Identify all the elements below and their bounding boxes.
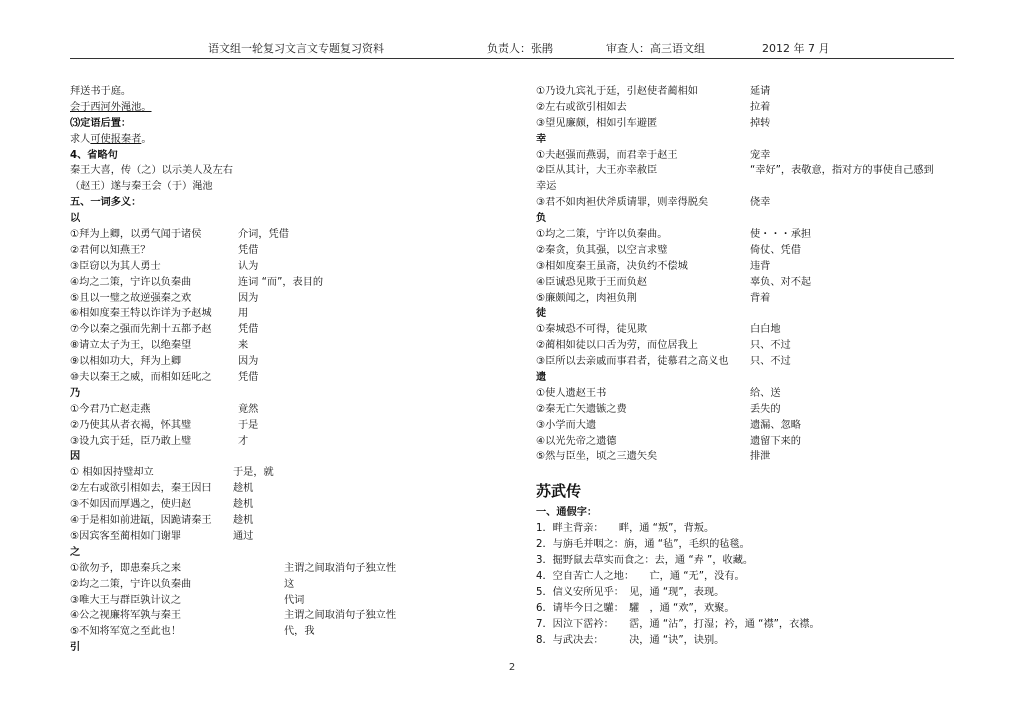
word-usage-row [70, 418, 490, 434]
usage-example: ⑤不知将军宽之至此也！ [70, 626, 182, 638]
word-usage-list [536, 386, 956, 465]
text-line: 幸运 [536, 181, 557, 193]
word-usage-row [70, 434, 490, 450]
usage-meaning: 遗留下来的 [750, 435, 801, 447]
word-usage-row [536, 291, 956, 307]
word-usage-row [536, 275, 956, 291]
word-usage-row [536, 434, 956, 450]
usage-example: ①秦城恐不可得，徒见欺 [536, 324, 648, 336]
word-usage-row [536, 259, 956, 275]
usage-meaning: 介词，凭借 [238, 229, 289, 241]
usage-meaning: 这 [284, 578, 295, 590]
usage-example: ③臣所以去亲戚而事君者，徒慕君之高义也 [536, 356, 729, 368]
usage-meaning: 丢失的 [750, 403, 781, 415]
word-usage-row [70, 402, 490, 418]
usage-meaning: 代词 [284, 594, 305, 606]
section-title: 苏武传 [536, 482, 582, 501]
tongjia-item: 6．请毕今日之驩： 驩 ，通 “欢”，欢聚。 [536, 602, 735, 614]
usage-meaning: 使・・・承担 [750, 229, 812, 241]
word-usage-row [536, 243, 956, 259]
header-reviewer: 审查人：高三语文组 [606, 42, 705, 55]
text-line: （赵王）遂与秦王会（于）渑池 [70, 181, 213, 193]
usage-example: ⑤且以一璧之故逆强秦之欢 [70, 292, 192, 304]
usage-meaning: 因为 [238, 356, 259, 368]
usage-meaning: 用 [238, 308, 249, 320]
usage-meaning: 因为 [238, 292, 259, 304]
usage-example: ①今君乃亡赵走燕 [70, 403, 151, 415]
usage-example: ④以光先帝之遗德 [536, 435, 617, 447]
usage-meaning: 凭借 [238, 372, 259, 384]
usage-meaning: 背着 [750, 292, 771, 304]
usage-example: ②左右或欲引相如去，秦王因曰 [70, 483, 212, 495]
usage-meaning: 竟然 [238, 403, 259, 415]
usage-example: ①乃设九宾礼于廷，引赵使者蔺相如 [536, 86, 698, 97]
usage-example: ③臣窃以为其人勇士 [70, 260, 161, 272]
word-usage-row [70, 322, 490, 338]
word-usage-row [536, 418, 956, 434]
text-line: 拜送书于庭。 [70, 86, 132, 97]
word-usage-row [536, 100, 956, 116]
usage-example: ③相如度秦王虽斋，决负约不偿城 [536, 260, 688, 272]
usage-example: ②均之二策，宁许以负秦曲 [70, 578, 192, 590]
usage-meaning: 通过 [233, 530, 254, 542]
text-line: 会于西河外渑池。 [70, 101, 152, 113]
usage-example: ②蔺相如徒以口舌为劳，而位居我上 [536, 340, 698, 352]
usage-example: ⑨以相如功大，拜为上卿 [70, 356, 182, 368]
header-title: 语文组一轮复习文言文专题复习资料 [208, 42, 384, 55]
usage-example: ②秦贪，负其强，以空言求璧 [536, 244, 668, 256]
usage-example: ⑩夫以秦王之威，而相如廷叱之 [70, 372, 212, 384]
word-usage-row [536, 148, 956, 164]
word-usage-row [70, 259, 490, 275]
word-usage-row [70, 306, 490, 322]
tongjia-item: 8．与武决去： 决，通 “诀”，诀别。 [536, 634, 725, 646]
word-usage-row [70, 529, 490, 545]
word-usage-row [536, 163, 956, 179]
word-usage-row [70, 577, 490, 593]
word-heading: 遗 [536, 372, 547, 384]
word-usage-row [70, 497, 490, 513]
word-usage-row [536, 116, 956, 132]
usage-example: ④臣诚恐见欺于王而负赵 [536, 276, 648, 288]
word-usage-row [70, 561, 490, 577]
usage-meaning: 趁机 [233, 515, 254, 527]
usage-meaning: 认为 [238, 260, 259, 272]
usage-example: ①均之二策，宁许以负秦曲。 [536, 229, 668, 241]
section-heading: 一、通假字： [536, 507, 598, 519]
word-usage-row [70, 338, 490, 354]
word-usage-list [70, 465, 490, 544]
word-usage-row [536, 84, 956, 100]
word-usage-row [536, 402, 956, 418]
tongjia-item: 1．畔主背亲： 畔，通 “叛”，背叛。 [536, 523, 715, 535]
usage-example: ①拜为上卿，以勇气闻于诸侯 [70, 229, 202, 241]
usage-meaning: “幸好”，表敬意，指对方的事使自己感到 [750, 165, 934, 177]
usage-meaning: 只、不过 [750, 340, 791, 352]
left-column [70, 84, 490, 656]
word-usage-list [536, 148, 956, 180]
usage-example: ⑦今以秦之强而先割十五都予赵 [70, 324, 212, 336]
word-heading: 之 [70, 546, 81, 558]
word-usage-list [70, 402, 490, 450]
tongjia-item: 7．因泣下霑衿： 霑，通 “沾”，打湿；衿，通 “襟”，衣襟。 [536, 618, 820, 630]
text-line: 秦王大喜，传（之）以示美人及左右 [70, 165, 233, 177]
word-usage-row [70, 465, 490, 481]
tongjia-item: 3．掘野鼠去草实而食之：去，通 “弆 ”，收藏。 [536, 555, 754, 567]
usage-example: ①使人遗赵王书 [536, 387, 607, 399]
usage-meaning: 延请 [750, 86, 771, 97]
word-usage-row: ③君不如肉袒伏斧质请罪，则幸得脱矣 侥幸 [536, 197, 771, 209]
word-usage-row [70, 513, 490, 529]
usage-meaning: 掉转 [750, 117, 771, 129]
text-line: 求人可使报秦者。 [70, 133, 152, 145]
right-column [536, 84, 956, 648]
usage-meaning: 代，我 [284, 626, 315, 638]
word-usage-row [70, 243, 490, 259]
usage-example: ①夫赵强而燕弱，而君幸于赵王 [536, 149, 678, 161]
word-usage-list [536, 322, 956, 370]
usage-example: ③小学而大遗 [536, 419, 597, 431]
word-usage-row [536, 354, 956, 370]
usage-example: ③望见廉颇，相如引车避匿 [536, 117, 658, 129]
word-heading: 引 [70, 642, 81, 654]
usage-example: ③唯大王与群臣孰计议之 [70, 594, 182, 606]
page-number: 2 [508, 662, 516, 673]
usage-example: ⑧请立太子为王，以绝秦望 [70, 340, 192, 352]
usage-meaning: 排泄 [750, 451, 771, 463]
usage-meaning: 才 [238, 435, 249, 447]
word-heading: 幸 [536, 133, 547, 145]
header-divider [70, 58, 954, 59]
usage-example: ⑤廉颇闻之，肉袒负荆 [536, 292, 637, 304]
word-usage-list [70, 561, 490, 640]
word-usage-row [536, 386, 956, 402]
usage-meaning: 倚仗、凭借 [750, 244, 801, 256]
usage-example: ②秦无亡矢遗镞之费 [536, 403, 627, 415]
word-usage-row [70, 624, 490, 640]
usage-example: ① 相如因持璧却立 [70, 467, 154, 479]
tongjia-list [536, 521, 956, 648]
word-usage-row [70, 227, 490, 243]
word-usage-list [536, 227, 956, 306]
word-heading: 负 [536, 213, 547, 225]
page-header [70, 40, 954, 60]
usage-example: ②左右或欲引相如去 [536, 101, 627, 113]
word-usage-list [70, 227, 490, 386]
section-heading: ⑶定语后置： [70, 117, 132, 129]
usage-meaning: 辜负、对不起 [750, 276, 812, 288]
word-usage-row [70, 370, 490, 386]
usage-example: ⑤因宾客至蔺相如门谢罪 [70, 530, 182, 542]
word-usage-row [70, 593, 490, 609]
usage-example: ④均之二策，宁许以负秦曲 [70, 276, 192, 288]
usage-meaning: 遗漏、忽略 [750, 419, 801, 431]
usage-example: ②君何以知燕王？ [70, 244, 151, 256]
word-usage-row [70, 354, 490, 370]
usage-meaning: 拉着 [750, 101, 771, 113]
usage-meaning: 只、不过 [750, 356, 791, 368]
word-usage-list [536, 84, 956, 132]
usage-meaning: 违背 [750, 260, 771, 272]
word-usage-row [70, 481, 490, 497]
word-usage-row [536, 322, 956, 338]
tongjia-item: 2．与旃毛并咽之：旃，通 “毡”，毛织的毡毯。 [536, 539, 750, 551]
word-heading: 以 [70, 213, 81, 225]
usage-meaning: 趁机 [233, 499, 254, 511]
tongjia-item: 5．信义安所见乎： 见，通 “现”，表现。 [536, 586, 725, 598]
usage-meaning: 来 [238, 340, 249, 352]
usage-meaning: 凭借 [238, 244, 259, 256]
usage-example: ⑥相如度秦王特以诈详为予赵城 [70, 308, 212, 320]
word-heading: 乃 [70, 387, 81, 399]
word-usage-row [70, 608, 490, 624]
usage-meaning: 给、送 [750, 387, 781, 399]
header-responsible: 负责人：张鹃 [487, 42, 553, 55]
word-usage-row [70, 291, 490, 307]
usage-meaning: 连词 “而”，表目的 [238, 276, 324, 288]
usage-meaning: 趁机 [233, 483, 254, 495]
usage-example: ①欲勿予，即患秦兵之来 [70, 562, 182, 574]
tongjia-item: 4．空自苦亡人之地： 亡，通 “无”，没有。 [536, 570, 745, 582]
usage-example: ③设九宾于廷，臣乃敢上璧 [70, 435, 192, 447]
usage-meaning: 凭借 [238, 324, 259, 336]
usage-meaning: 于是 [238, 419, 259, 431]
word-heading: 徒 [536, 308, 547, 320]
usage-example: ③不如因而厚遇之，使归赵 [70, 499, 192, 511]
usage-example: ④于是相如前进缻，因跪请秦王 [70, 515, 212, 527]
word-usage-row [70, 275, 490, 291]
word-usage-row [536, 449, 956, 465]
section-heading: 五、一词多义： [70, 197, 142, 209]
usage-example: ②臣从其计，大王亦幸赦臣 [536, 165, 658, 177]
section-heading: 4、省略句 [70, 149, 118, 161]
word-usage-row [536, 227, 956, 243]
usage-meaning: 宠幸 [750, 149, 771, 161]
usage-meaning: 于是，就 [233, 467, 274, 479]
word-heading: 因 [70, 451, 81, 463]
usage-example: ④公之视廉将军孰与秦王 [70, 610, 182, 622]
usage-meaning: 白白地 [750, 324, 781, 336]
header-date: 2012 年 7 月 [762, 42, 830, 55]
usage-meaning: 主谓之间取消句子独立性 [284, 562, 397, 574]
usage-example: ⑤然与臣坐，顷之三遗矢矣 [536, 451, 658, 463]
usage-meaning: 主谓之间取消句子独立性 [284, 610, 397, 622]
usage-example: ②乃使其从者衣褐，怀其璧 [70, 419, 192, 431]
word-usage-row [536, 338, 956, 354]
